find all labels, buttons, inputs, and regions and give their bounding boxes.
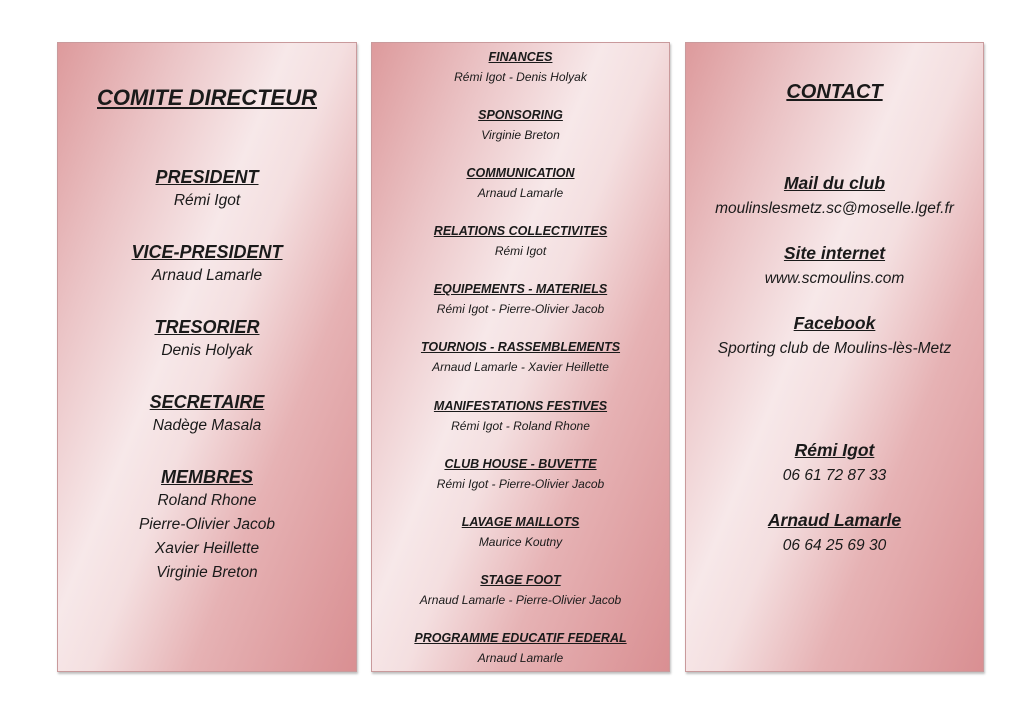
commission-title: TOURNOIS - RASSEMBLEMENTS — [420, 340, 621, 354]
commission-title: SPONSORING — [478, 108, 563, 122]
role-member: Virginie Breton — [156, 564, 258, 581]
facebook-section — [686, 310, 983, 362]
site-label: Site internet — [783, 243, 886, 263]
facebook-label: Facebook — [793, 313, 876, 333]
commission-lavage-maillots — [372, 512, 669, 552]
commission-communication — [372, 163, 669, 203]
commission-members: Rémi Igot - Roland Rhone — [451, 419, 590, 433]
role-membres — [58, 465, 356, 585]
commission-sponsoring — [372, 105, 669, 145]
commission-title: STAGE FOOT — [480, 573, 561, 587]
commission-stage-foot — [372, 570, 669, 610]
commission-members: Arnaud Lamarle — [477, 651, 564, 665]
commission-title: EQUIPEMENTS - MATERIELS — [433, 282, 608, 296]
contact-phone: 06 64 25 69 30 — [782, 537, 887, 554]
role-member: Rémi Igot — [173, 192, 241, 209]
commission-members: Arnaud Lamarle - Pierre-Olivier Jacob — [419, 593, 622, 607]
role-member: Pierre-Olivier Jacob — [138, 516, 276, 533]
role-title: SECRETAIRE — [149, 392, 265, 412]
commission-members: Arnaud Lamarle - Xavier Heillette — [432, 360, 609, 374]
role-title: MEMBRES — [160, 467, 253, 487]
commission-relations-collectivites — [372, 221, 669, 261]
contact-panel — [685, 42, 984, 672]
commissions-panel — [371, 42, 670, 672]
role-title: VICE-PRESIDENT — [131, 242, 283, 262]
role-vice-president — [58, 240, 356, 288]
contact-phone: 06 61 72 87 33 — [782, 467, 887, 484]
contact-name: Arnaud Lamarle — [767, 510, 902, 530]
site-section — [686, 240, 983, 292]
commission-members: Rémi Igot - Pierre-Olivier Jacob — [436, 477, 605, 491]
comite-directeur-title: COMITE DIRECTEUR — [97, 85, 317, 110]
role-title: PRESIDENT — [155, 167, 259, 187]
role-secretaire — [58, 390, 356, 438]
role-member: Nadège Masala — [152, 417, 262, 434]
role-member: Xavier Heillette — [154, 540, 260, 557]
commission-members: Rémi Igot — [494, 244, 547, 258]
comite-directeur-panel — [57, 42, 357, 672]
commission-members: Virginie Breton — [481, 128, 560, 142]
role-member: Arnaud Lamarle — [151, 267, 263, 284]
contact-person — [686, 437, 983, 489]
site-value[interactable]: www.scmoulins.com — [764, 270, 905, 287]
commission-title: RELATIONS COLLECTIVITES — [433, 224, 608, 238]
commission-title: COMMUNICATION — [466, 166, 575, 180]
commission-finances — [372, 47, 669, 87]
commission-equipements — [372, 279, 669, 319]
commission-members: Maurice Koutny — [478, 535, 563, 549]
role-member: Denis Holyak — [161, 342, 253, 359]
commission-members: Rémi Igot - Denis Holyak — [454, 70, 587, 84]
commission-manifestations — [372, 396, 669, 436]
mail-label: Mail du club — [783, 173, 886, 193]
mail-section — [686, 170, 983, 222]
contact-person — [686, 507, 983, 559]
commission-title: CLUB HOUSE - BUVETTE — [444, 457, 597, 471]
commission-title: LAVAGE MAILLOTS — [461, 515, 580, 529]
commission-title: PROGRAMME EDUCATIF FEDERAL — [414, 631, 627, 645]
mail-value[interactable]: moulinslesmetz.sc@moselle.lgef.fr — [715, 200, 954, 217]
contact-title: CONTACT — [786, 81, 883, 103]
contact-name: Rémi Igot — [794, 440, 875, 460]
commission-club-house — [372, 454, 669, 494]
commission-programme-educatif — [372, 628, 669, 668]
role-title: TRESORIER — [154, 317, 260, 337]
role-president — [58, 165, 356, 213]
role-tresorier — [58, 315, 356, 363]
commission-members: Rémi Igot - Pierre-Olivier Jacob — [436, 302, 605, 316]
commission-tournois — [372, 337, 669, 377]
commission-title: MANIFESTATIONS FESTIVES — [433, 399, 608, 413]
commission-title: FINANCES — [488, 50, 553, 64]
role-member: Roland Rhone — [157, 492, 257, 509]
facebook-value[interactable]: Sporting club de Moulins-lès-Metz — [717, 340, 952, 357]
commission-members: Arnaud Lamarle — [477, 186, 564, 200]
